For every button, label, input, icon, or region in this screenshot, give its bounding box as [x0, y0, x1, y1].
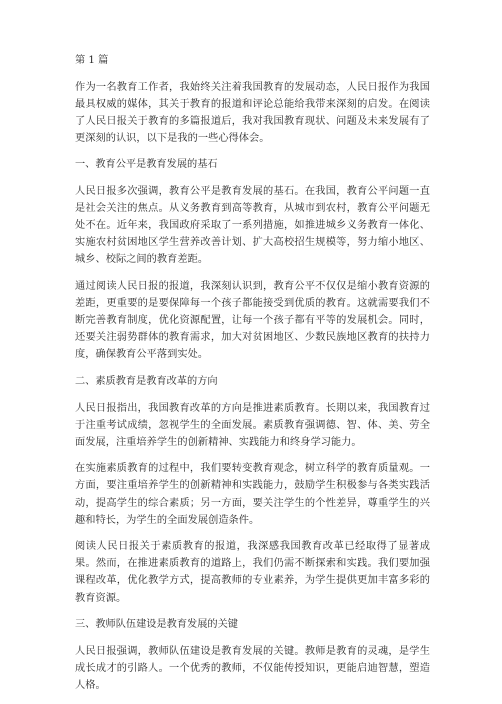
- section-2-paragraph-2: 在实施素质教育的过程中，我们要转变教育观念，树立科学的教育质量观。一方面，要注重培养学生的创新精神和实践能力，鼓励学生积极参与各类实践活动，提高学生的综合素质；另一方面，要关注学生的个性差异，尊重学生的兴趣和特长，为学生的全面发展创造条件。: [75, 463, 430, 526]
- intro-paragraph: 作为一名教育工作者，我始终关注着我国教育的发展动态，人民日报作为我国最具权威的媒体，其关于教育的报道和评论总能给我带来深刻的启发。在阅读了人民日报关于教育的多篇报道后，我对我国教育现状、问题及未来发展有了更深刻的认识，以下是我的一些心得体会。: [75, 81, 430, 144]
- section-1-paragraph-2: 通过阅读人民日报的报道，我深刻认识到，教育公平不仅仅是缩小教育资源的差距，更重要的是要保障每一个孩子都能接受到优质的教育。这就需要我们不断完善教育制度，优化资源配置，让每一个孩子都有平等的发展机会。同时，还要关注弱势群体的教育需求，加大对贫困地区、少数民族地区教育的扶持力度，确保教育公平落到实处。: [75, 281, 430, 361]
- section-1-paragraph-1: 人民日报多次强调，教育公平是教育发展的基石。在我国，教育公平问题一直是社会关注的焦点。从义务教育到高等教育，从城市到农村，教育公平问题无处不在。近年来，我国政府采取了一系列措施，如推进城乡义务教育一体化、实施农村贫困地区学生营养改善计划、扩大高校招生规模等，努力缩小地区、城乡、校际之间的教育差距。: [75, 186, 430, 266]
- section-2-paragraph-1: 人民日报指出，我国教育改革的方向是推进素质教育。长期以来，我国教育过于注重考试成绩，忽视学生的全面发展。素质教育强调德、智、体、美、劳全面发展，注重培养学生的创新精神、实践能力和终身学习能力。: [75, 402, 430, 448]
- section-2-heading: 二、素质教育是教育改革的方向: [75, 376, 218, 387]
- section-1-heading: 一、教育公平是教育发展的基石: [75, 159, 218, 171]
- section-3-heading: 三、教师队伍建设是教育发展的关键: [75, 619, 238, 631]
- document-page: [75, 52, 430, 704]
- section-2-paragraph-3: 阅读人民日报关于素质教育的报道，我深感我国教育改革已经取得了显著成果。然而，在推进素质教育的道路上，我们仍需不断探索和实践。我们要加强课程改革，优化教学方式，提高教师的专业素养，为学生提供更加丰富多彩的教育资源。: [75, 541, 430, 604]
- section-3-paragraph-1: 人民日报强调，教师队伍建设是教育发展的关键。教师是教育的灵魂，是学生成长成才的引路人。一个优秀的教师，不仅能传授知识，更能启迪智慧，塑造人格。: [75, 645, 430, 691]
- document-title: 第 1 篇: [75, 55, 109, 66]
